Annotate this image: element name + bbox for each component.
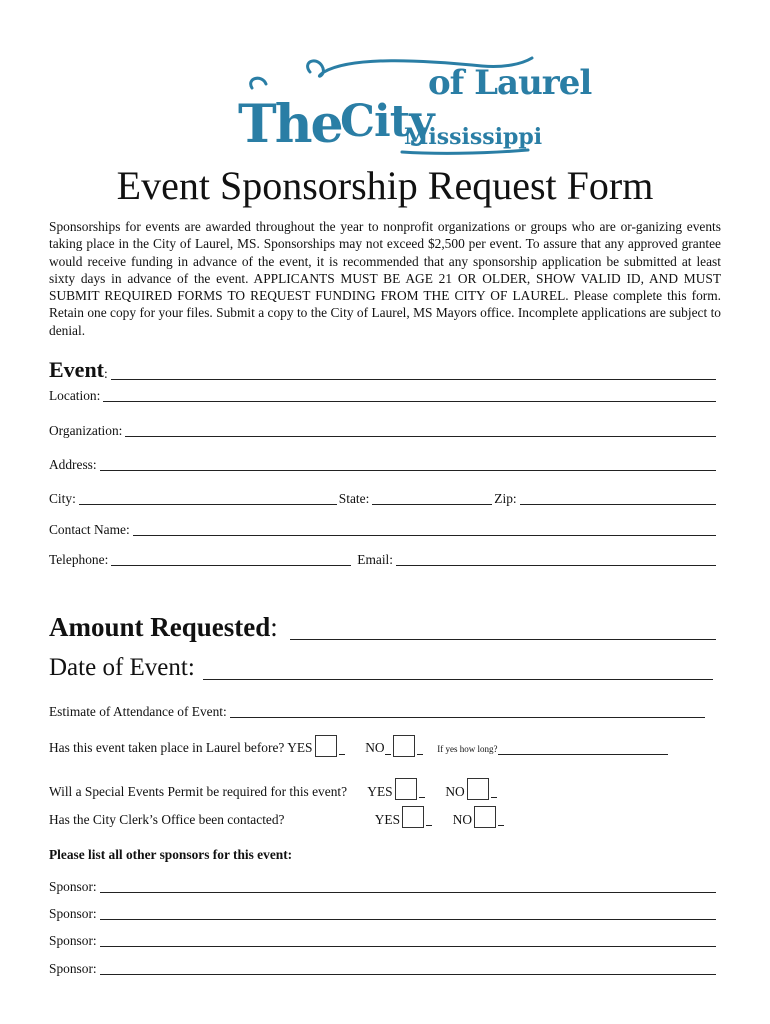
sponsor-line[interactable] [100, 946, 716, 947]
zip-label: Zip: [494, 491, 517, 506]
taken-place-yes-checkbox[interactable] [315, 735, 337, 757]
sponsor-label: Sponsor: [49, 906, 97, 921]
clerk-yes-checkbox[interactable] [402, 806, 424, 828]
sponsor-line[interactable] [100, 919, 716, 920]
permit-yes-checkbox[interactable] [395, 778, 417, 800]
svg-text:City: City [340, 96, 434, 147]
svg-text:The: The [238, 94, 342, 155]
attendance-line[interactable] [230, 717, 705, 718]
date-of-event-label: Date of Event: [49, 654, 195, 681]
telephone-email-row [49, 552, 718, 568]
clerk-no-label: NO [452, 812, 473, 827]
date-of-event-line[interactable] [203, 679, 713, 680]
event-line[interactable] [111, 379, 716, 380]
city-state-zip-row [49, 491, 718, 507]
location-label: Location: [49, 388, 101, 403]
permit-label: Will a Special Events Permit be required for this event? [49, 784, 348, 799]
clerk-no-checkbox[interactable] [474, 806, 496, 828]
taken-place-question [49, 735, 668, 757]
sponsor-label: Sponsor: [49, 961, 97, 976]
sponsor-label: Sponsor: [49, 933, 97, 948]
contact-name-label: Contact Name: [49, 522, 130, 537]
city-of-laurel-logo [232, 50, 592, 160]
taken-place-no-checkbox[interactable] [393, 735, 415, 757]
clerk-question [49, 806, 504, 828]
sponsor-field-2[interactable] [49, 906, 718, 922]
permit-yes-label: YES [367, 784, 393, 799]
sponsor-field-4[interactable] [49, 961, 718, 977]
telephone-line[interactable] [111, 565, 351, 566]
sponsor-line[interactable] [100, 892, 716, 893]
contact-name-line[interactable] [133, 535, 716, 536]
intro-paragraph: Sponsorships for events are awarded throughout the year to nonprofit organizations or groups who are or-ganizing events taking place in the City of Laurel, MS. Sponsorships may not exceed $2,500 per event. To assure that any approved grantee would receive funding in advance of the event, it is recommended that any sponsorship application be submitted at least sixty days in advance of the event. APPLICANTS MUST BE AGE 21 OR OLDER, SHOW VALID ID, AND MUST SUBMIT REQUIRED FORMS TO REQUEST FUNDING FROM THE CITY OF LAUREL. Please complete this form. Retain one copy for your files. Submit a copy to the City of Laurel, MS Mayors office. Incomplete applications are subject to denial. [49, 219, 721, 338]
clerk-yes-label: YES [374, 812, 401, 827]
event-field[interactable]: Event : [49, 358, 718, 382]
telephone-label: Telephone: [49, 552, 109, 567]
amount-requested-label: Amount Requested [49, 612, 271, 642]
attendance-label: Estimate of Attendance of Event: [49, 704, 227, 719]
state-line[interactable] [372, 504, 492, 505]
email-label: Email: [357, 552, 393, 567]
organization-field[interactable] [49, 423, 718, 439]
address-label: Address: [49, 457, 97, 472]
sponsor-field-1[interactable] [49, 879, 718, 895]
svg-text:of Laurel: of Laurel [428, 63, 592, 103]
zip-line[interactable] [520, 504, 716, 505]
date-of-event-field[interactable] [49, 654, 715, 682]
organization-line[interactable] [125, 436, 716, 437]
state-label: State: [338, 491, 370, 506]
taken-place-label: Has this event taken place in Laurel before? YES [49, 740, 313, 755]
permit-no-checkbox[interactable] [467, 778, 489, 800]
address-line[interactable] [100, 470, 716, 471]
logo-line-mississippi: Mississippi [404, 124, 543, 150]
amount-requested-line[interactable] [290, 639, 716, 640]
clerk-label: Has the City Clerk’s Office been contacted? [49, 812, 285, 827]
city-label: City: [49, 491, 76, 506]
email-line[interactable] [396, 565, 716, 566]
permit-no-label: NO [445, 784, 465, 799]
if-yes-label: If yes how long? [437, 744, 498, 754]
permit-question [49, 778, 497, 800]
taken-place-no-label: NO [365, 740, 385, 755]
amount-requested-field[interactable]: Amount Requested : [49, 612, 718, 642]
sponsors-heading: Please list all other sponsors for this event: [49, 847, 293, 862]
city-line[interactable] [79, 504, 337, 505]
sponsor-field-3[interactable] [49, 933, 718, 949]
event-label: Event [49, 357, 104, 382]
page-title: Event Sponsorship Request Form [116, 163, 654, 208]
sponsor-label: Sponsor: [49, 879, 97, 894]
contact-name-field[interactable] [49, 522, 718, 538]
sponsor-line[interactable] [100, 974, 716, 975]
if-yes-line[interactable] [498, 754, 668, 755]
address-field[interactable] [49, 457, 718, 473]
attendance-field[interactable] [49, 704, 707, 720]
organization-label: Organization: [49, 423, 123, 438]
location-line[interactable] [103, 401, 716, 402]
location-field[interactable] [49, 388, 718, 404]
